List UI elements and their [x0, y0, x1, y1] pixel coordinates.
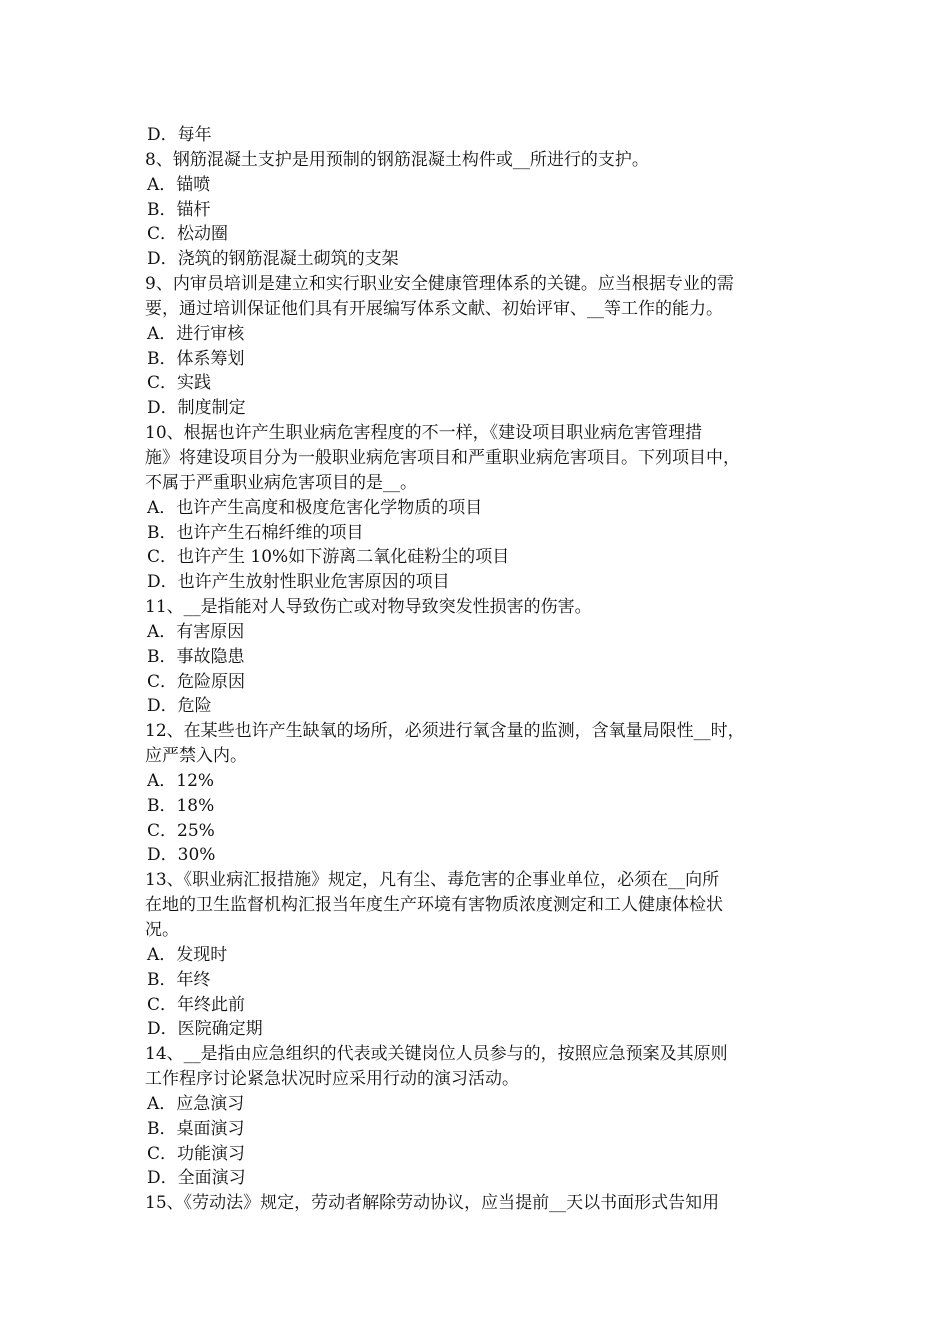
- option-line: B．体系筹划: [147, 348, 245, 369]
- question-block: [145, 595, 810, 719]
- option-line: B．事故隐患: [147, 646, 245, 667]
- option-line: A．锚喷: [147, 174, 211, 195]
- option-line: C．也许产生 10%如下游离二氧化硅粉尘的项目: [147, 547, 510, 568]
- option-line: C．功能演习: [147, 1143, 246, 1164]
- option-line: B．锚杆: [147, 199, 211, 220]
- option-line: D．危险: [147, 696, 212, 717]
- question-block: [145, 719, 810, 868]
- option-line: C．年终此前: [147, 994, 246, 1015]
- option-line: C．25%: [147, 820, 215, 841]
- question-text-line: 9、内审员培训是建立和实行职业安全健康管理体系的关键。应当根据专业的需: [145, 274, 734, 295]
- option-line: A．12%: [147, 770, 215, 791]
- question-block: [145, 272, 810, 421]
- question-text-line: 15、《劳动法》规定，劳动者解除劳动协议，应当提前__天以书面形式告知用: [145, 1193, 720, 1214]
- document-page: [145, 123, 810, 1216]
- option-line: D．30%: [147, 845, 216, 866]
- question-text-line: 要，通过培训保证他们具有开展编写体系文献、初始评审、__等工作的能力。: [145, 298, 723, 319]
- option-line: B．18%: [147, 795, 215, 816]
- option-line: D．也许产生放射性职业危害原因的项目: [147, 572, 450, 593]
- question-block: [145, 1042, 810, 1191]
- question-list: [145, 148, 810, 1216]
- option-line: B．桌面演习: [147, 1118, 245, 1139]
- option-line: D．医院确定期: [147, 1019, 263, 1040]
- question-text-line: 工作程序讨论紧急状况时应采用行动的演习活动。: [145, 1069, 519, 1090]
- question-text-line: 应严禁入内。: [145, 746, 247, 767]
- option-line: D．每年: [147, 125, 212, 145]
- question-block: [145, 148, 810, 272]
- option-line: D．浇筑的钢筋混凝土砌筑的支架: [147, 249, 399, 270]
- question-text-line: 8、钢筋混凝土支护是用预制的钢筋混凝土构件或__所进行的支护。: [145, 149, 649, 170]
- option-line: A．发现时: [147, 944, 228, 965]
- question-block: [145, 421, 810, 595]
- question-text-line: 在地的卫生监督机构汇报当年度生产环境有害物质浓度测定和工人健康体检状: [145, 895, 723, 916]
- option-line: D．全面演习: [147, 1168, 246, 1189]
- question-text-line: 13、《职业病汇报措施》规定，凡有尘、毒危害的企事业单位，必须在__向所: [145, 870, 720, 891]
- option-line: B．也许产生石棉纤维的项目: [147, 522, 364, 543]
- question-text-line: 不属于严重职业病危害项目的是__。: [145, 472, 417, 493]
- option-line: C．实践: [147, 373, 212, 394]
- option-line: A．也许产生高度和极度危害化学物质的项目: [147, 497, 483, 518]
- question-text-line: 况。: [145, 920, 179, 940]
- question-text-line: 12、在某些也许产生缺氧的场所，必须进行氧含量的监测，含氧量局限性__时，: [145, 721, 745, 742]
- option-line: B．年终: [147, 969, 211, 990]
- question-text-line: 14、__是指由应急组织的代表或关键岗位人员参与的，按照应急预案及其原则: [145, 1044, 728, 1065]
- option-line: D．制度制定: [147, 398, 246, 419]
- question-text-line: 11、__是指能对人导致伤亡或对物导致突发性损害的伤害。: [145, 597, 592, 618]
- question-block: [145, 868, 810, 1042]
- question-block: [145, 1191, 810, 1216]
- option-line: C．危险原因: [147, 671, 246, 692]
- question-text-line: 施》将建设项目分为一般职业病危害项目和严重职业病危害项目。下列项目中，: [145, 447, 740, 468]
- question-text-line: 10、根据也许产生职业病危害程度的不一样，《建设项目职业病危害管理措: [145, 423, 703, 444]
- option-line: A．进行审核: [147, 323, 245, 344]
- option-line: A．应急演习: [147, 1093, 245, 1114]
- option-line: A．有害原因: [147, 621, 245, 642]
- option-line: C．松动圈: [147, 224, 229, 245]
